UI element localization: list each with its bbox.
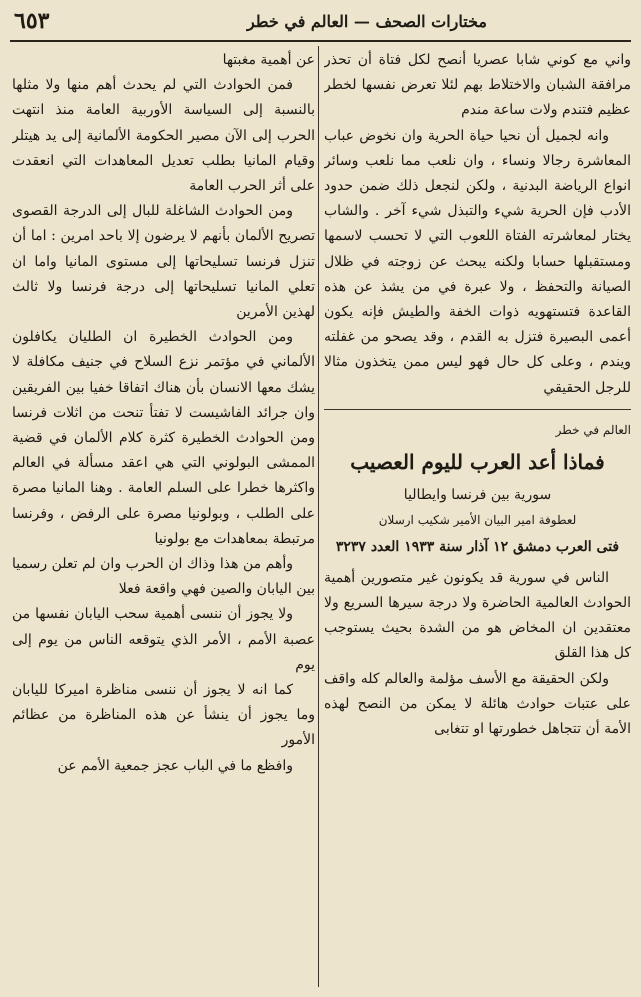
paragraph: واني مع كوني شابا عصريا أنصح لكل فتاة أن تحذر مرافقة الشبان والاختلاط بهم لئلا تعرض نفسها لخطر عظيم فتندم ولات ساعة مندم — [324, 52, 631, 119]
column-divider — [318, 46, 319, 987]
paragraph: كما انه لا يجوز أن ننسى مناظرة اميركا لليابان وما يجوز أن ينشأ عن هذه المناظرة من عظائم الأمور — [12, 682, 315, 749]
paragraph: ومن الحوادث الشاغلة للبال إلى الدرجة القصوى تصريح الألمان بأنهم لا يرضون إلا باحد امرين : اما أن تنزل فرنسا تسليحاتها إلى مستوى المانيا واما ان تعلي المانيا تسليحاتها إلى درجة فرنسا ولا ثالث لهذين الأمرين — [12, 203, 315, 321]
paragraph: فمن الحوادث التي لم يحدث أهم منها ولا مثلها بالنسبة إلى السياسة الأوربية العامة منذ انتهت الحرب إلى الآن مصير الحكومة الألمانية إلى يد هيتلر وقيام المانيا بطلب تعديل المعاهدات التي انعقدت على أثر الحرب العامة — [12, 77, 315, 195]
section-divider — [324, 409, 631, 410]
article-headline: فماذا أعد العرب لليوم العصيب — [350, 449, 605, 474]
left-column — [12, 48, 315, 987]
paragraph: ولكن الحقيقة مع الأسف مؤلمة والعالم كله واقف على عتبات حوادث هائلة لا يمكن من النصح لهذه الأمة أن تتجاهل خطورتها او تتغابى — [324, 670, 631, 738]
paragraph: عن أهمية مغبتها — [222, 52, 315, 68]
paragraph: وأهم من هذا وذاك ان الحرب وان لم تعلن رسميا بين اليابان والصين فهي واقعة فعلا — [12, 556, 315, 598]
right-column — [324, 48, 631, 987]
running-title: مختارات الصحف — العالم في خطر — [246, 11, 487, 31]
section-label: العالم في خطر — [555, 422, 631, 437]
page-header — [14, 6, 627, 36]
article-byline: لعطوفة امير البيان الأمير شكيب ارسلان — [378, 512, 577, 527]
page-number: ٦٥٣ — [14, 8, 50, 34]
paragraph: ومن الحوادث الخطيرة ان الطليان يكافلون الألماني في مؤتمر نزع السلاح في جنيف مكافلة لا يشك معها الانسان بأن هناك اتفاقا خفيا بين الفريقين وان جرائد الفاشيست لا تفتأ تنحت من اثلات فرنسا ومن الحوادث الخطيرة كثرة كلام الألمان في قضية الممشى البولوني التي هي اعقد مسألة في العالم واكثرها خطرا على السلم العامة . وهنا المانيا مصرة على الطلب ، وبولونيا مصرة على الرفض ، وفرنسا مرتبطة بمعاهدات مع بولونيا — [12, 329, 315, 547]
article-source: فتى العرب دمشق ١٢ آذار سنة ١٩٣٣ العدد ٣٢٣٧ — [335, 538, 620, 555]
paragraph: الناس في سورية قد يكونون غير متصورين أهمية الحوادث العالمية الحاضرة ولا درجة سيرها السريع ولا معتقدين ان المخاض هو من الشدة بحيث يستوجب كل هذا القلق — [324, 569, 631, 662]
paragraph: وافظع ما في الباب عجز جمعية الأمم عن — [57, 757, 293, 774]
article-subheadline: سورية بين فرنسا وايطاليا — [403, 486, 552, 503]
header-rule — [10, 40, 631, 42]
paragraph: وانه لجميل أن نحيا حياة الحرية وان نخوض عباب المعاشرة رجالا ونساء ، وان نلعب مما نلعب وسائر انواع الرياضة البدنية ، ولكن لنجعل ذلك ضمن حدود الأدب فإن الحرية شيء والتبذل شيء آخر . والشاب يختار لمعاشرته الفتاة اللعوب التي لا تحسب لاسمها ومستقبلها حسابا ولكنه يبحث عن زوجته في ظلال الصيانة والتحفظ ، ولا عبرة في من يشذ عن هذه القاعدة فتستهويه ذوات الخفة والطيش فإنه يكون أعمى البصيرة فتزل به القدم ، وقد يصحو من غفلته ويندم ، وعلى كل حال فهو ليس ممن يتخذون مثالا للرجل الحقيقي — [324, 127, 631, 396]
paragraph: ولا يجوز أن ننسى أهمية سحب اليابان نفسها من عصبة الأمم ، الأمر الذي يتوقعه الناس من يوم إلى يوم — [12, 606, 315, 673]
